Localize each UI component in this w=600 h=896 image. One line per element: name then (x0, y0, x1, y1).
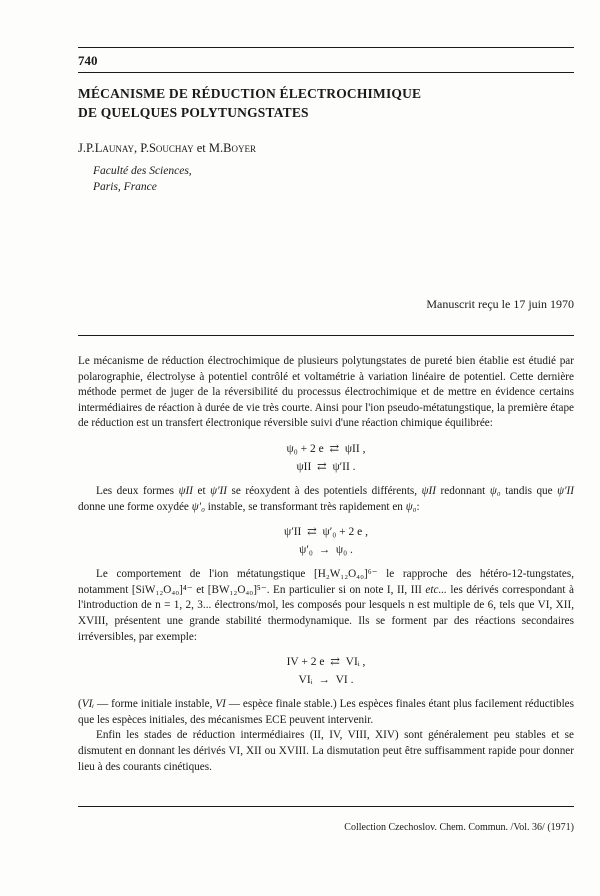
eq4-arrow: → (318, 544, 331, 557)
eq6-left: VIᵢ (298, 674, 313, 687)
author-2-name: Souchay (148, 141, 194, 155)
p2-symbol-2: ψ′II (210, 484, 227, 497)
eq6-right: VI . (335, 674, 354, 687)
p2-text-g: instable, se transformant très rapidement en (205, 500, 406, 513)
p2-symbol-7: ψ₀ (405, 500, 417, 513)
equation-6 (78, 671, 574, 689)
p4-text-c: — espèce finale stable.) Les espèces finales étant plus facilement réductibles que les espèces initiales, des mécanismes ECE peuvent intervenir. (78, 698, 574, 726)
equation-4 (78, 541, 574, 559)
eq4-right: ψ₀ . (335, 544, 353, 557)
page-number: 740 (78, 53, 98, 68)
eq5-arrow: ⇄ (330, 656, 340, 669)
affiliation-line-1: Faculté des Sciences, (93, 165, 192, 177)
p3-text-a: Le comportement de l'ion métatungstique [H₂W₁₂O₄₀]⁶⁻ le rapproche des hétéro-12-tungstates, notamment [SiW₁₂O₄₀]⁴⁻ et [BW₁₂O₄₀]⁵⁻. En particulier si on note I, II, III (78, 568, 574, 596)
p2-text-e: tandis que (500, 484, 558, 497)
equation-block-2 (78, 523, 574, 559)
eq3-arrow: ⇄ (307, 526, 317, 539)
title-line-1: MÉCANISME DE RÉDUCTION ÉLECTROCHIMIQUE (78, 86, 422, 101)
eq2-right: ψ′II . (332, 460, 356, 473)
p2-text-d: redonnant (436, 484, 490, 497)
p2-symbol-3: ψII (421, 484, 437, 497)
author-3-initials: M. (208, 141, 224, 155)
p2-text-f: donne une forme oxydée (78, 500, 192, 513)
author-3-name: Boyer (223, 141, 256, 155)
abstract-top-rule (78, 335, 574, 336)
p4-text-a: ( (78, 698, 82, 711)
paragraph-5: Enfin les stades de réduction intermédiaires (II, IV, VIII, XIV) sont généralement peu stables et se dismutent en donnant les dérivés VI, XII ou XVIII. La dismutation peut être suffisamment rapide pour donner lieu à des courants cinétiques. (78, 729, 574, 773)
abstract-bottom-rule (78, 806, 574, 807)
p4-symbol-vii: VIᵢ (81, 698, 95, 711)
equation-5 (78, 653, 574, 671)
p2-symbol-6: ψ′₀ (191, 500, 205, 513)
author-2-initials: P. (140, 141, 149, 155)
author-1-initials: J.P. (78, 141, 95, 155)
p3-etc: etc... (425, 583, 447, 596)
eq3-left: ψ′II (284, 526, 302, 539)
paragraph-2 (78, 484, 574, 515)
p2-text-h: : (416, 500, 420, 513)
p3-text-b: les dérivés correspondant à l'introduction de n = 1, 2, 3... électrons/mol, les composés pour lesquels n est multiple de 6, tels que VI, XII, XVIII, présentent une grande stabilité thermodynamique. Ils se forment par des réactions secondaires irréversibles, par exemple: (78, 583, 574, 643)
author-1-name: Launay (94, 141, 134, 155)
equation-block-1 (78, 440, 574, 476)
eq2-left: ψII (296, 460, 312, 473)
p2-symbol-4: ψ₀ (489, 484, 501, 497)
author-list: J.P.Launay, P.Souchay et M.Boyer (78, 141, 256, 155)
p2-text-c: se réoxydent à des potentiels différents, (226, 484, 422, 497)
affiliation (93, 163, 192, 195)
eq3-right: ψ′₀ + 2 e , (322, 526, 368, 539)
title-line-2: DE QUELQUES POLYTUNGSTATES (78, 105, 309, 120)
equation-1 (78, 440, 574, 458)
eq5-right: VIᵢ , (345, 656, 366, 669)
p2-text-b: et (192, 484, 211, 497)
received-date: Manuscrit reçu le 17 juin 1970 (426, 297, 574, 311)
paragraph-4 (78, 697, 574, 728)
journal-footer: Collection Czechoslov. Chem. Commun. /Vol. 36/ (1971) (344, 822, 574, 833)
abstract-body (78, 354, 574, 775)
p4-text-b: — forme initiale instable, (94, 698, 216, 711)
eq2-arrow: ⇄ (317, 460, 327, 473)
paragraph-1: Le mécanisme de réduction électrochimique de plusieurs polytungstates de pureté bien établie est étudié par polarographie, électrolyse à potentiel contrôlé et voltamétrie à variation linéaire de potentiel. Cette dernière méthode permet de juger de la réversibilité du processus électrochimique et de mettre en évidence certains intermédiaires de réaction à durée de vie très courte. Ainsi pour l'ion pseudo-métatungstique, la première étape de réduction est un transfert électronique réversible suivi d'une réaction chimique équilibrée: (78, 355, 574, 430)
p2-symbol-5: ψ′II (557, 484, 575, 497)
header-rule (78, 72, 574, 73)
eq5-left: IV + 2 e (286, 656, 325, 669)
article-title (78, 84, 574, 122)
eq1-arrow: ⇄ (329, 442, 340, 455)
equation-3 (78, 523, 574, 541)
equation-2 (78, 458, 574, 476)
p2-text-a: Les deux formes (96, 484, 179, 497)
p2-symbol-1: ψII (178, 484, 193, 497)
top-rule (78, 47, 574, 48)
eq1-left: ψ₀ + 2 e (286, 442, 324, 455)
eq6-arrow: → (318, 674, 330, 687)
author-conjunction: et (193, 141, 209, 155)
eq1-right: ψII , (344, 442, 366, 455)
p4-symbol-vi: VI (215, 698, 226, 711)
equation-block-3 (78, 653, 574, 689)
paragraph-3 (78, 567, 574, 645)
eq4-left: ψ′₀ (299, 544, 313, 557)
affiliation-line-2: Paris, France (93, 181, 157, 193)
